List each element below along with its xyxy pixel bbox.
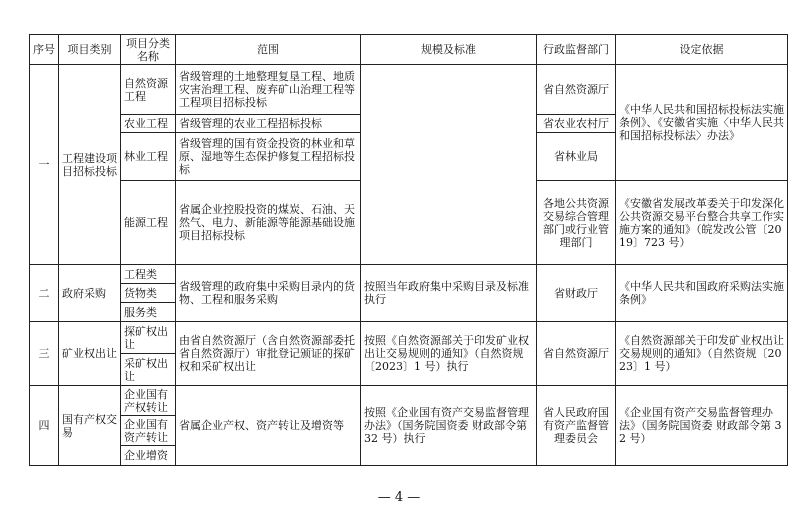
subcategory-cell: 企业增资 <box>121 446 176 466</box>
standard-cell: 按照《自然资源部关于印发矿业权出让交易规则的通知》（自然资规〔2023〕1 号）执行 <box>361 322 537 386</box>
scope-cell: 省属企业控股投资的煤炭、石油、天然气、电力、新能源等能源基础设施项目招标投标 <box>176 181 361 265</box>
subcategory-cell: 企业国有产权转让 <box>121 386 176 416</box>
header-num: 序号 <box>30 35 59 65</box>
header-standard: 规模及标准 <box>361 35 537 65</box>
header-basis: 设定依据 <box>616 35 788 65</box>
dept-cell: 省自然资源厅 <box>537 65 616 115</box>
table-row <box>30 322 788 354</box>
header-subcategory: 项目分类名称 <box>121 35 176 65</box>
row-category: 工程建设项目招标投标 <box>59 65 121 265</box>
subcategory-cell: 采矿权出让 <box>121 354 176 386</box>
subcategory-cell: 能源工程 <box>121 181 176 265</box>
subcategory-cell: 工程类 <box>121 265 176 284</box>
standard-cell: 按照《企业国有资产交易监督管理办法》（国务院国资委 财政部令第 32 号）执行 <box>361 386 537 466</box>
row-num: 二 <box>30 265 59 322</box>
row-num: 一 <box>30 65 59 265</box>
basis-cell: 《企业国有资产交易监督管理办法》（国务院国资委 财政部令第 32 号） <box>616 386 788 466</box>
dept-cell: 省财政厅 <box>537 265 616 322</box>
scope-cell: 省级管理的政府集中采购目录内的货物、工程和服务采购 <box>176 265 361 322</box>
table-row <box>30 65 788 115</box>
scope-cell: 省级管理的农业工程招标投标 <box>176 115 361 133</box>
subcategory-cell: 探矿权出让 <box>121 322 176 354</box>
header-dept: 行政监督部门 <box>537 35 616 65</box>
regulation-table <box>29 34 788 466</box>
standard-cell: 按照当年政府集中采购目录及标准执行 <box>361 265 537 322</box>
subcategory-cell: 农业工程 <box>121 115 176 133</box>
row-num: 四 <box>30 386 59 466</box>
subcategory-cell: 企业国有资产转让 <box>121 416 176 446</box>
dept-cell: 省农业农村厅 <box>537 115 616 133</box>
scope-cell: 省级管理的土地整理复垦工程、地质灾害治理工程、废弃矿山治理工程等工程项目招标投标 <box>176 65 361 115</box>
scope-cell: 由省自然资源厅（含自然资源部委托省自然资源厅）审批登记颁证的探矿权和采矿权出让 <box>176 322 361 386</box>
dept-cell: 省自然资源厅 <box>537 322 616 386</box>
basis-cell: 《中华人民共和国政府采购法实施条例》 <box>616 265 788 322</box>
page-number: — 4 — <box>377 490 421 505</box>
regulation-table-container <box>29 34 787 466</box>
basis-cell: 《中华人民共和国招标投标法实施条例》、《安徽省实施〈中华人民共和国招标投标法〉办法》 <box>616 65 788 181</box>
scope-cell: 省级管理的国有资金投资的林业和草原、湿地等生态保护修复工程招标投标 <box>176 133 361 181</box>
row-category: 政府采购 <box>59 265 121 322</box>
header-category: 项目类别 <box>59 35 121 65</box>
table-row <box>30 265 788 284</box>
standard-cell <box>361 65 537 265</box>
dept-cell: 各地公共资源交易综合管理部门或行业管理部门 <box>537 181 616 265</box>
dept-cell: 省人民政府国有资产监督管理委员会 <box>537 386 616 466</box>
row-category: 矿业权出让 <box>59 322 121 386</box>
table-row <box>30 386 788 416</box>
row-category: 国有产权交易 <box>59 386 121 466</box>
row-num: 三 <box>30 322 59 386</box>
subcategory-cell: 货物类 <box>121 284 176 303</box>
scope-cell: 省属企业产权、资产转让及增资等 <box>176 386 361 466</box>
subcategory-cell: 林业工程 <box>121 133 176 181</box>
dept-cell: 省林业局 <box>537 133 616 181</box>
basis-cell: 《安徽省发展改革委关于印发深化公共资源交易平台整合共享工作实施方案的通知》（皖发改公管〔2019〕723 号） <box>616 181 788 265</box>
header-row <box>30 35 788 65</box>
header-scope: 范围 <box>176 35 361 65</box>
subcategory-cell: 自然资源工程 <box>121 65 176 115</box>
subcategory-cell: 服务类 <box>121 303 176 322</box>
basis-cell: 《自然资源部关于印发矿业权出让交易规则的通知》（自然资规〔2023〕1 号） <box>616 322 788 386</box>
